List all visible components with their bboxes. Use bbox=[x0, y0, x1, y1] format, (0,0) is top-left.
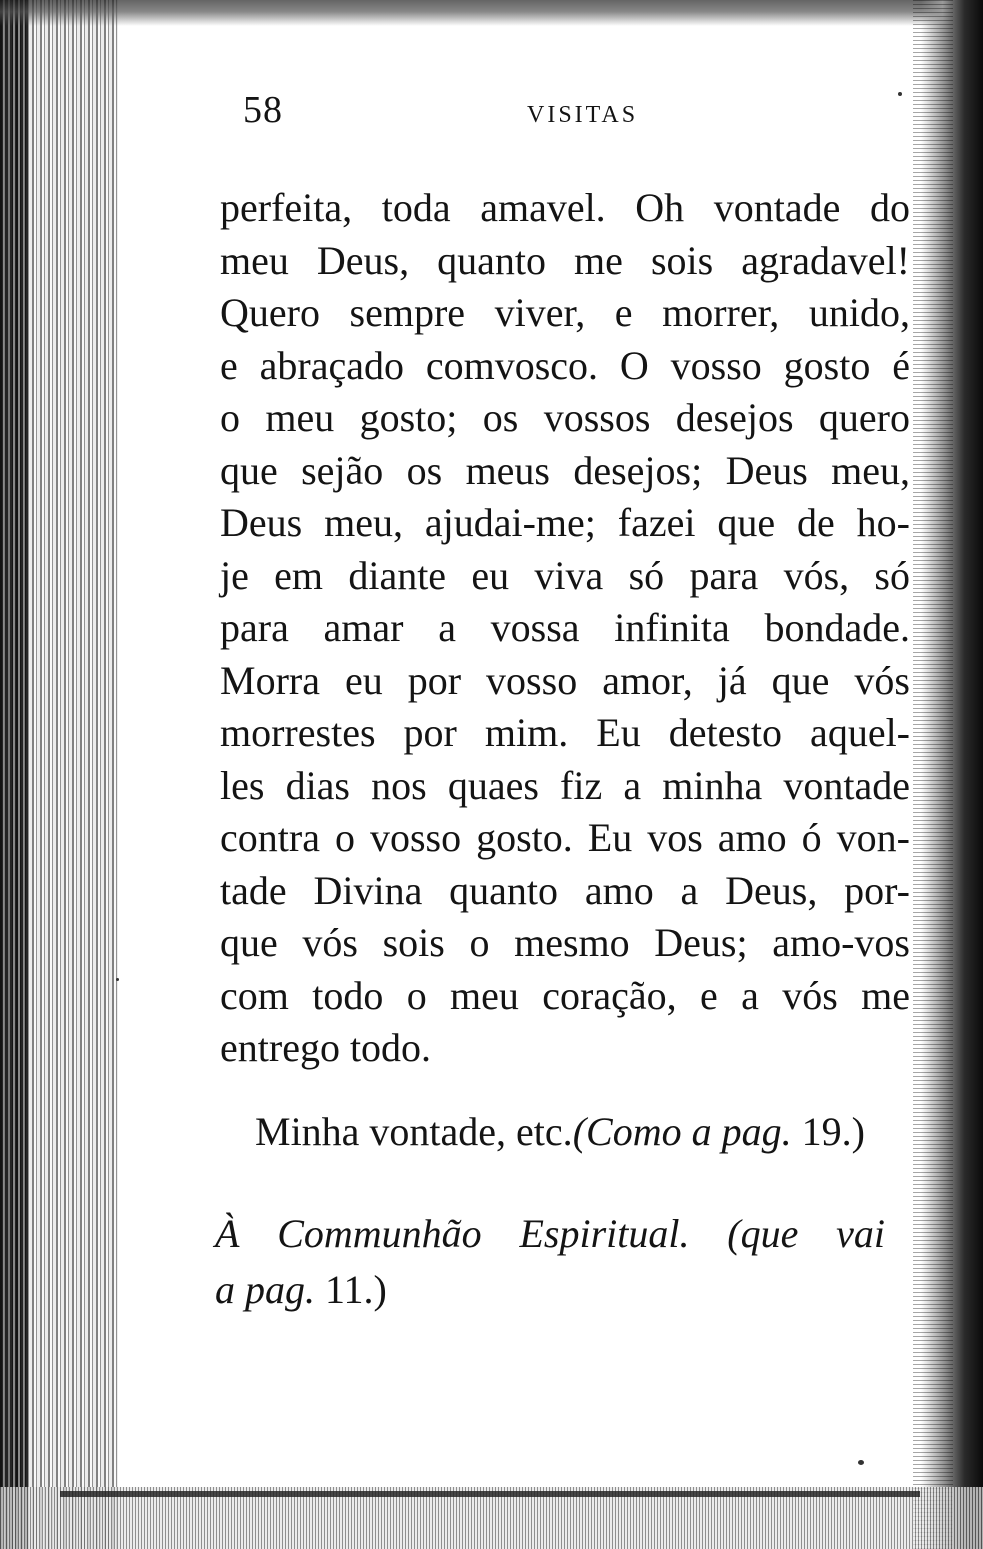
scan-binding-edge-left bbox=[0, 0, 28, 1549]
running-head: VISITAS bbox=[527, 102, 639, 128]
ink-speck bbox=[116, 978, 119, 981]
scan-edge-top bbox=[0, 0, 983, 26]
rubric-italic-ref: a pag. bbox=[215, 1267, 315, 1312]
text-line: tade Divina quanto amo a Deus, por- bbox=[220, 867, 910, 913]
text-line: entrego todo. bbox=[220, 1025, 432, 1070]
text-line: contra o vosso gosto. Eu vos amo ó von- bbox=[220, 815, 910, 860]
rubric-page-ref: 11.) bbox=[325, 1267, 387, 1312]
text-line: o meu gosto; os vossos desejos quero bbox=[220, 395, 910, 440]
text-line: Morra eu por vosso amor, já que vós bbox=[220, 657, 910, 703]
text-line: para amar a vossa infinita bondade. bbox=[220, 605, 910, 650]
text-line: que vós sois o mesmo Deus; amo-vos bbox=[220, 920, 910, 965]
text-line: e abraçado comvosco. O vosso gosto é bbox=[220, 342, 910, 388]
ink-speck bbox=[858, 1460, 864, 1465]
text-line: com todo o meu coração, e a vós me bbox=[220, 972, 910, 1018]
text-line: morrestes por mim. Eu detesto aquel- bbox=[220, 710, 910, 755]
text-line: meu Deus, quanto me sois agradavel! bbox=[220, 237, 910, 283]
body-text bbox=[220, 182, 910, 1075]
scan-edge-right-dither bbox=[913, 0, 953, 1549]
rubric-communion bbox=[215, 1206, 885, 1318]
text-line: les dias nos quaes fiz a minha vontade bbox=[220, 762, 910, 808]
page-header bbox=[243, 88, 663, 144]
rubric-italic: (Como a pag. bbox=[572, 1109, 792, 1154]
rubric-page-ref: 19.) bbox=[801, 1109, 865, 1154]
text-line: perfeita, toda amavel. Oh vontade do bbox=[220, 185, 910, 230]
rubric-instruction bbox=[255, 1108, 905, 1155]
rubric-line bbox=[215, 1262, 885, 1318]
rubric-italic-title: À Communhão Espiritual. bbox=[215, 1211, 690, 1256]
rubric-italic-paren: (que vai bbox=[727, 1211, 886, 1256]
rubric-text: Minha vontade, etc. bbox=[255, 1109, 573, 1154]
text-line: Deus meu, ajudai-me; fazei que de ho- bbox=[220, 500, 910, 545]
text-line: je em diante eu viva só para vós, só bbox=[220, 552, 910, 598]
rubric-line bbox=[215, 1206, 885, 1262]
text-line: que sejão os meus desejos; Deus meu, bbox=[220, 447, 910, 493]
ink-speck bbox=[898, 92, 902, 96]
page-number: 58 bbox=[243, 89, 283, 131]
page-bottom-edge bbox=[60, 1491, 920, 1497]
text-line: Quero sempre viver, e morrer, unido, bbox=[220, 290, 910, 335]
